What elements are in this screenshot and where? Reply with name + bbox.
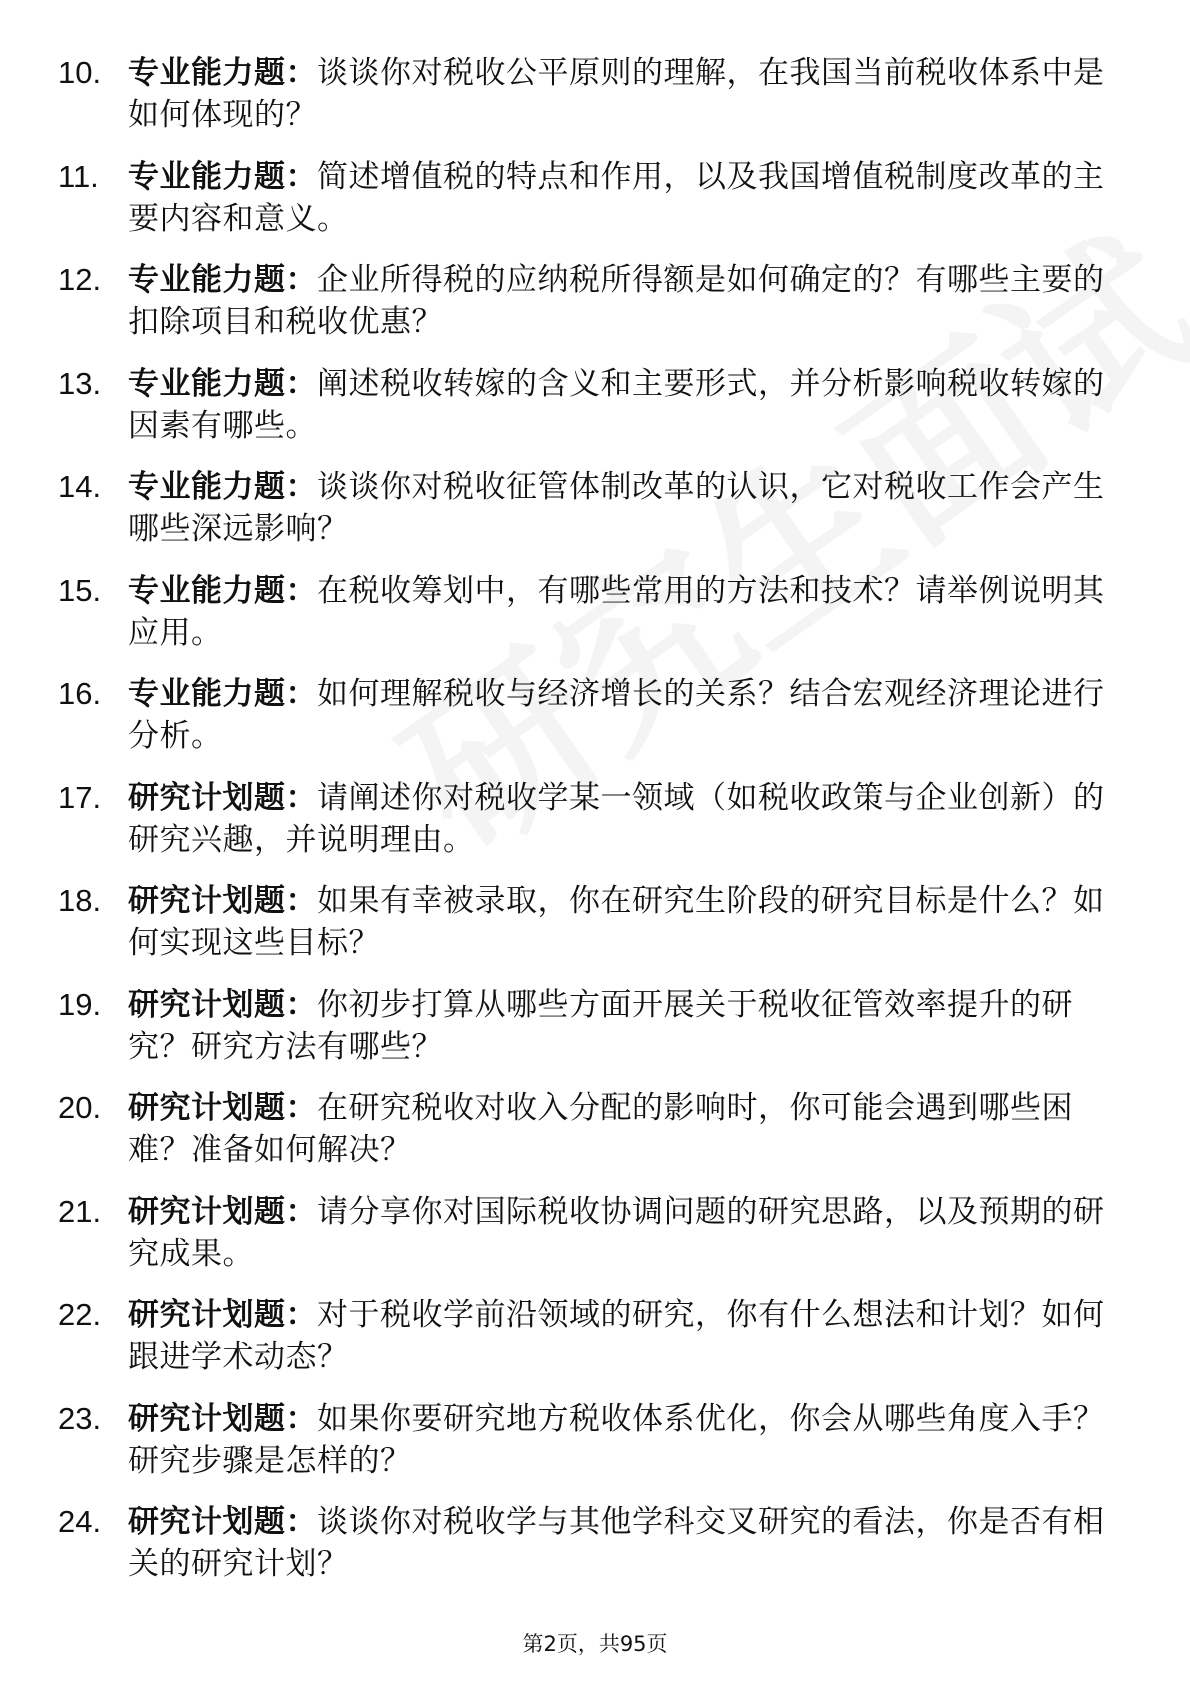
question-number: 16. bbox=[58, 676, 102, 711]
question-body: 谈谈你对税收学与其他学科交叉研究的看法，你是否有相关的研究计划？ bbox=[128, 1504, 1105, 1582]
question-category: 专业能力题： bbox=[128, 365, 317, 402]
question-number: 12. bbox=[58, 262, 102, 297]
question-number: 24. bbox=[58, 1504, 102, 1539]
question-number: 18. bbox=[58, 883, 102, 918]
question-item bbox=[0, 156, 1190, 260]
question-item bbox=[0, 1294, 1190, 1398]
question-number: 17. bbox=[58, 779, 102, 815]
question-body: 在研究税收对收入分配的影响时，你可能会遇到哪些困难？准备如何解决？ bbox=[128, 1090, 1073, 1168]
question-category: 专业能力题： bbox=[128, 55, 317, 91]
question-item bbox=[0, 52, 1190, 156]
question-category: 研究计划题： bbox=[128, 1400, 317, 1437]
question-text bbox=[128, 259, 1118, 343]
question-text bbox=[128, 1191, 1118, 1275]
question-item bbox=[0, 673, 1190, 777]
question-number: 23. bbox=[58, 1400, 102, 1436]
question-number: 11. bbox=[58, 158, 99, 194]
question-body: 如果有幸被录取，你在研究生阶段的研究目标是什么？如何实现这些目标？ bbox=[128, 883, 1105, 961]
question-number: 15. bbox=[58, 572, 102, 608]
question-body: 请阐述你对税收学某一领域（如税收政策与企业创新）的研究兴趣，并说明理由。 bbox=[128, 779, 1105, 858]
question-body: 对于税收学前沿领域的研究，你有什么想法和计划？如何跟进学术动态？ bbox=[128, 1297, 1105, 1375]
question-body: 简述增值税的特点和作用，以及我国增值税制度改革的主要内容和意义。 bbox=[128, 158, 1105, 237]
question-number: 19. bbox=[58, 986, 102, 1022]
question-category: 研究计划题： bbox=[128, 1090, 317, 1126]
question-text bbox=[128, 52, 1118, 136]
question-category: 研究计划题： bbox=[128, 1297, 317, 1333]
question-category: 研究计划题： bbox=[128, 1504, 317, 1540]
question-body: 企业所得税的应纳税所得额是如何确定的？有哪些主要的扣除项目和税收优惠？ bbox=[128, 262, 1105, 340]
question-item bbox=[0, 466, 1190, 570]
question-text bbox=[128, 673, 1118, 757]
question-item bbox=[0, 1087, 1190, 1191]
question-category: 研究计划题： bbox=[128, 1193, 317, 1230]
question-text bbox=[128, 880, 1118, 964]
question-category: 研究计划题： bbox=[128, 883, 317, 919]
question-category: 专业能力题： bbox=[128, 262, 317, 298]
question-item bbox=[0, 259, 1190, 363]
question-text bbox=[128, 984, 1118, 1068]
question-list bbox=[0, 52, 1190, 1605]
question-category: 专业能力题： bbox=[128, 158, 317, 195]
question-text bbox=[128, 1398, 1118, 1482]
question-item bbox=[0, 777, 1190, 881]
question-number: 13. bbox=[58, 365, 102, 401]
question-number: 21. bbox=[58, 1193, 102, 1229]
question-body: 如果你要研究地方税收体系优化，你会从哪些角度入手？研究步骤是怎样的？ bbox=[128, 1400, 1105, 1479]
question-item bbox=[0, 880, 1190, 984]
question-category: 专业能力题： bbox=[128, 572, 317, 609]
page-number-footer: 第2页，共95页 bbox=[522, 1632, 668, 1656]
question-category: 专业能力题： bbox=[128, 469, 317, 505]
question-body: 你初步打算从哪些方面开展关于税收征管效率提升的研究？研究方法有哪些？ bbox=[128, 986, 1073, 1065]
question-body: 谈谈你对税收公平原则的理解，在我国当前税收体系中是如何体现的？ bbox=[128, 55, 1105, 133]
question-item bbox=[0, 984, 1190, 1088]
question-number: 10. bbox=[58, 55, 102, 90]
question-item bbox=[0, 570, 1190, 674]
question-text bbox=[128, 466, 1118, 550]
question-category: 研究计划题： bbox=[128, 779, 317, 816]
question-text bbox=[128, 156, 1118, 240]
question-text bbox=[128, 777, 1118, 861]
question-number: 20. bbox=[58, 1090, 102, 1125]
question-item bbox=[0, 1398, 1190, 1502]
question-body: 阐述税收转嫁的含义和主要形式，并分析影响税收转嫁的因素有哪些。 bbox=[128, 365, 1105, 444]
question-item bbox=[0, 363, 1190, 467]
question-text bbox=[128, 363, 1118, 447]
question-category: 研究计划题： bbox=[128, 986, 317, 1023]
question-text bbox=[128, 1294, 1118, 1378]
question-body: 在税收筹划中，有哪些常用的方法和技术？请举例说明其应用。 bbox=[128, 572, 1105, 651]
question-category: 专业能力题： bbox=[128, 676, 317, 712]
question-text bbox=[128, 1501, 1118, 1585]
question-number: 22. bbox=[58, 1297, 102, 1332]
question-number: 14. bbox=[58, 469, 102, 504]
question-text bbox=[128, 570, 1118, 654]
question-body: 请分享你对国际税收协调问题的研究思路，以及预期的研究成果。 bbox=[128, 1193, 1105, 1272]
question-item bbox=[0, 1501, 1190, 1605]
question-item bbox=[0, 1191, 1190, 1295]
question-body: 如何理解税收与经济增长的关系？结合宏观经济理论进行分析。 bbox=[128, 676, 1105, 754]
question-body: 谈谈你对税收征管体制改革的认识，它对税收工作会产生哪些深远影响？ bbox=[128, 469, 1105, 547]
question-text bbox=[128, 1087, 1118, 1171]
